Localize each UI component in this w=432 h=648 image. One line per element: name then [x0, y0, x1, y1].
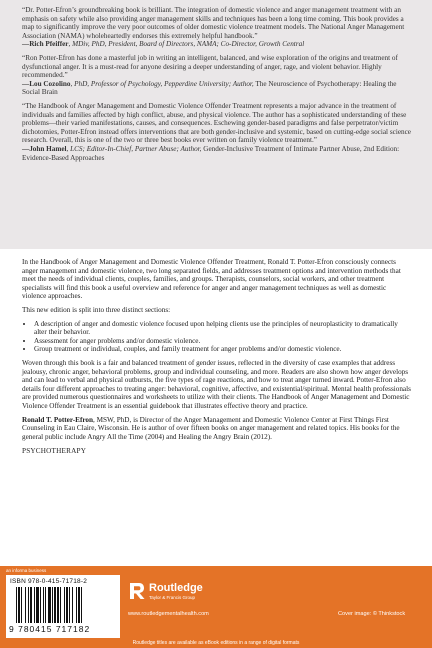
author-name: Ronald T. Potter-Efron	[22, 415, 94, 424]
sections-list	[34, 320, 412, 354]
author-bio	[22, 416, 412, 442]
endorser-role: , LCS; Editor-In-Chief, Partner Abuse; Author,	[66, 144, 202, 153]
quote-text: “Ron Potter-Efron has done a masterful job in writing an intelligent, balanced, and wise exploration of the origins and treatment of dysfunctional anger. It is a must-read for anyone desiring a deeper understanding of anger, rage, and violent behavior. Highly recommended.”	[22, 53, 398, 80]
endorser-name: —John Hamel	[22, 144, 67, 153]
endorsement-quote	[22, 6, 416, 49]
intro-paragraph: In the Handbook of Anger Management and Domestic Violence Offender Treatment, Ronald T. Potter-Efron consciously connects anger management and domestic violence, two long separated fields, and addresses treatment options and intervention methods that meet the needs of individual clients, couples, families, and groups. Therapists, counselors, social workers, and other treatment specialists will find this book a useful overview and reference for anger and anger management techniques as well as domestic violence approaches.	[22, 258, 401, 301]
endorser-work: The Neuroscience of Psychotherapy: Healing the Social Brain	[22, 79, 397, 97]
author-bio-text: , MSW, PhD, is Director of the Anger Management and Domestic Violence Center at First Things First Counseling in Eau Claire, Wisconsin. He is author of over fifteen books on anger management and related topics. His books for the general public include Angry All the Time (2004) and Healing the Angry Brain (2012).	[22, 415, 400, 441]
quote-attribution	[22, 145, 416, 162]
list-item: • Group treatment or individual, couples, and family treatment for anger problems and/or domestic violence.	[34, 345, 412, 354]
sections-lead: This new edition is split into three distinct sections:	[22, 305, 171, 314]
publisher-group: Taylor & Francis Group	[149, 595, 196, 600]
endorser-role: , MDiv, PhD, President, Board of Directors, NAMA; Co-Director, Growth Central	[68, 40, 305, 49]
quote-text: “The Handbook of Anger Management and Domestic Violence Offender Treatment represents a major advance in the treatment of individuals and families affected by high conflict, abuse, and physical violence. The author has a sophisticated understanding of these problems—their varied manifestations, causes, and consequences. Eschewing gender-based paradigms and false perpetrator/victim dichotomies, Potter-Efron instead offers interventions that are both gender-inclusive and systemic, based on cutting-edge social science research. Overall, this is one of the two or three best books ever written on family violence treatment.”	[22, 101, 411, 145]
ebook-note: Routledge titles are available as eBook editions in a range of digital formats	[132, 640, 300, 646]
publisher-website: www.routledgementalhealth.com	[128, 611, 209, 617]
endorsements-section	[0, 0, 432, 249]
endorser-name: —Lou Cozolino	[22, 79, 71, 88]
endorser-role: , PhD, Professor of Psychology, Pepperdine University; Author,	[70, 79, 254, 88]
endorsement-quote	[22, 54, 416, 97]
body-paragraph: Woven through this book is a fair and balanced treatment of gender issues, reflected in the diversity of case examples that address jealousy, chronic anger, behavioral problems, group and individual counseling, and more. Readers are also shown how anger develops and can lead to verbal and physical outbursts, the five types of rage reactions, and how to treat anger turned inward. Potter-Efron also details four different approaches to treating anger: behavioral, cognitive, affective, and existential/spiritual. Mental health professionals are provided numerous questionnaires and worksheets to utilize with their clients. The Handbook of Anger Management and Domestic Violence Offender Treatment is an essential guidebook that illustrates effective theory and practice.	[22, 358, 411, 410]
list-item: • A description of anger and domestic violence focused upon helping clients use the principles of neuroplasticity to dramatically alter their behavior.	[34, 320, 412, 337]
book-description	[0, 258, 432, 461]
barcode-block	[6, 575, 120, 638]
isbn-text: ISBN 978-0-415-71718-2	[10, 578, 88, 585]
endorser-name: —Rich Pfeiffer	[22, 40, 69, 49]
barcode-digits: 9 780415 717182	[9, 624, 91, 634]
barcode-icon	[16, 587, 110, 623]
routledge-logo-icon	[128, 582, 146, 600]
cover-credit: Cover image: © Thinkstock	[338, 611, 406, 617]
quote-attribution	[22, 80, 416, 97]
publisher-name: Routledge	[149, 582, 203, 594]
endorser-work: Gender-Inclusive Treatment of Intimate Partner Abuse, 2nd Edition: Evidence-Based Approaches	[22, 144, 400, 162]
category-label: PSYCHOTHERAPY	[22, 447, 87, 456]
list-item: • Assessment for anger problems and/or domestic violence.	[34, 337, 412, 346]
quote-text: “Dr. Potter-Efron’s groundbreaking book is brilliant. The integration of domestic violence and anger management treatment with an emphasis on safety while also providing anger management skills and techniques has been a long time coming. This book provides a map to significantly improve the very poor outcomes of older domestic violence treatment models. The National Anger Management Association (NAMA) wholeheartedly endorses this extremely helpful handbook.”	[22, 6, 405, 40]
informa-tag: an informa business	[6, 568, 47, 573]
publisher-footer	[0, 566, 432, 648]
endorsement-quote	[22, 102, 416, 162]
quote-attribution	[22, 40, 416, 49]
